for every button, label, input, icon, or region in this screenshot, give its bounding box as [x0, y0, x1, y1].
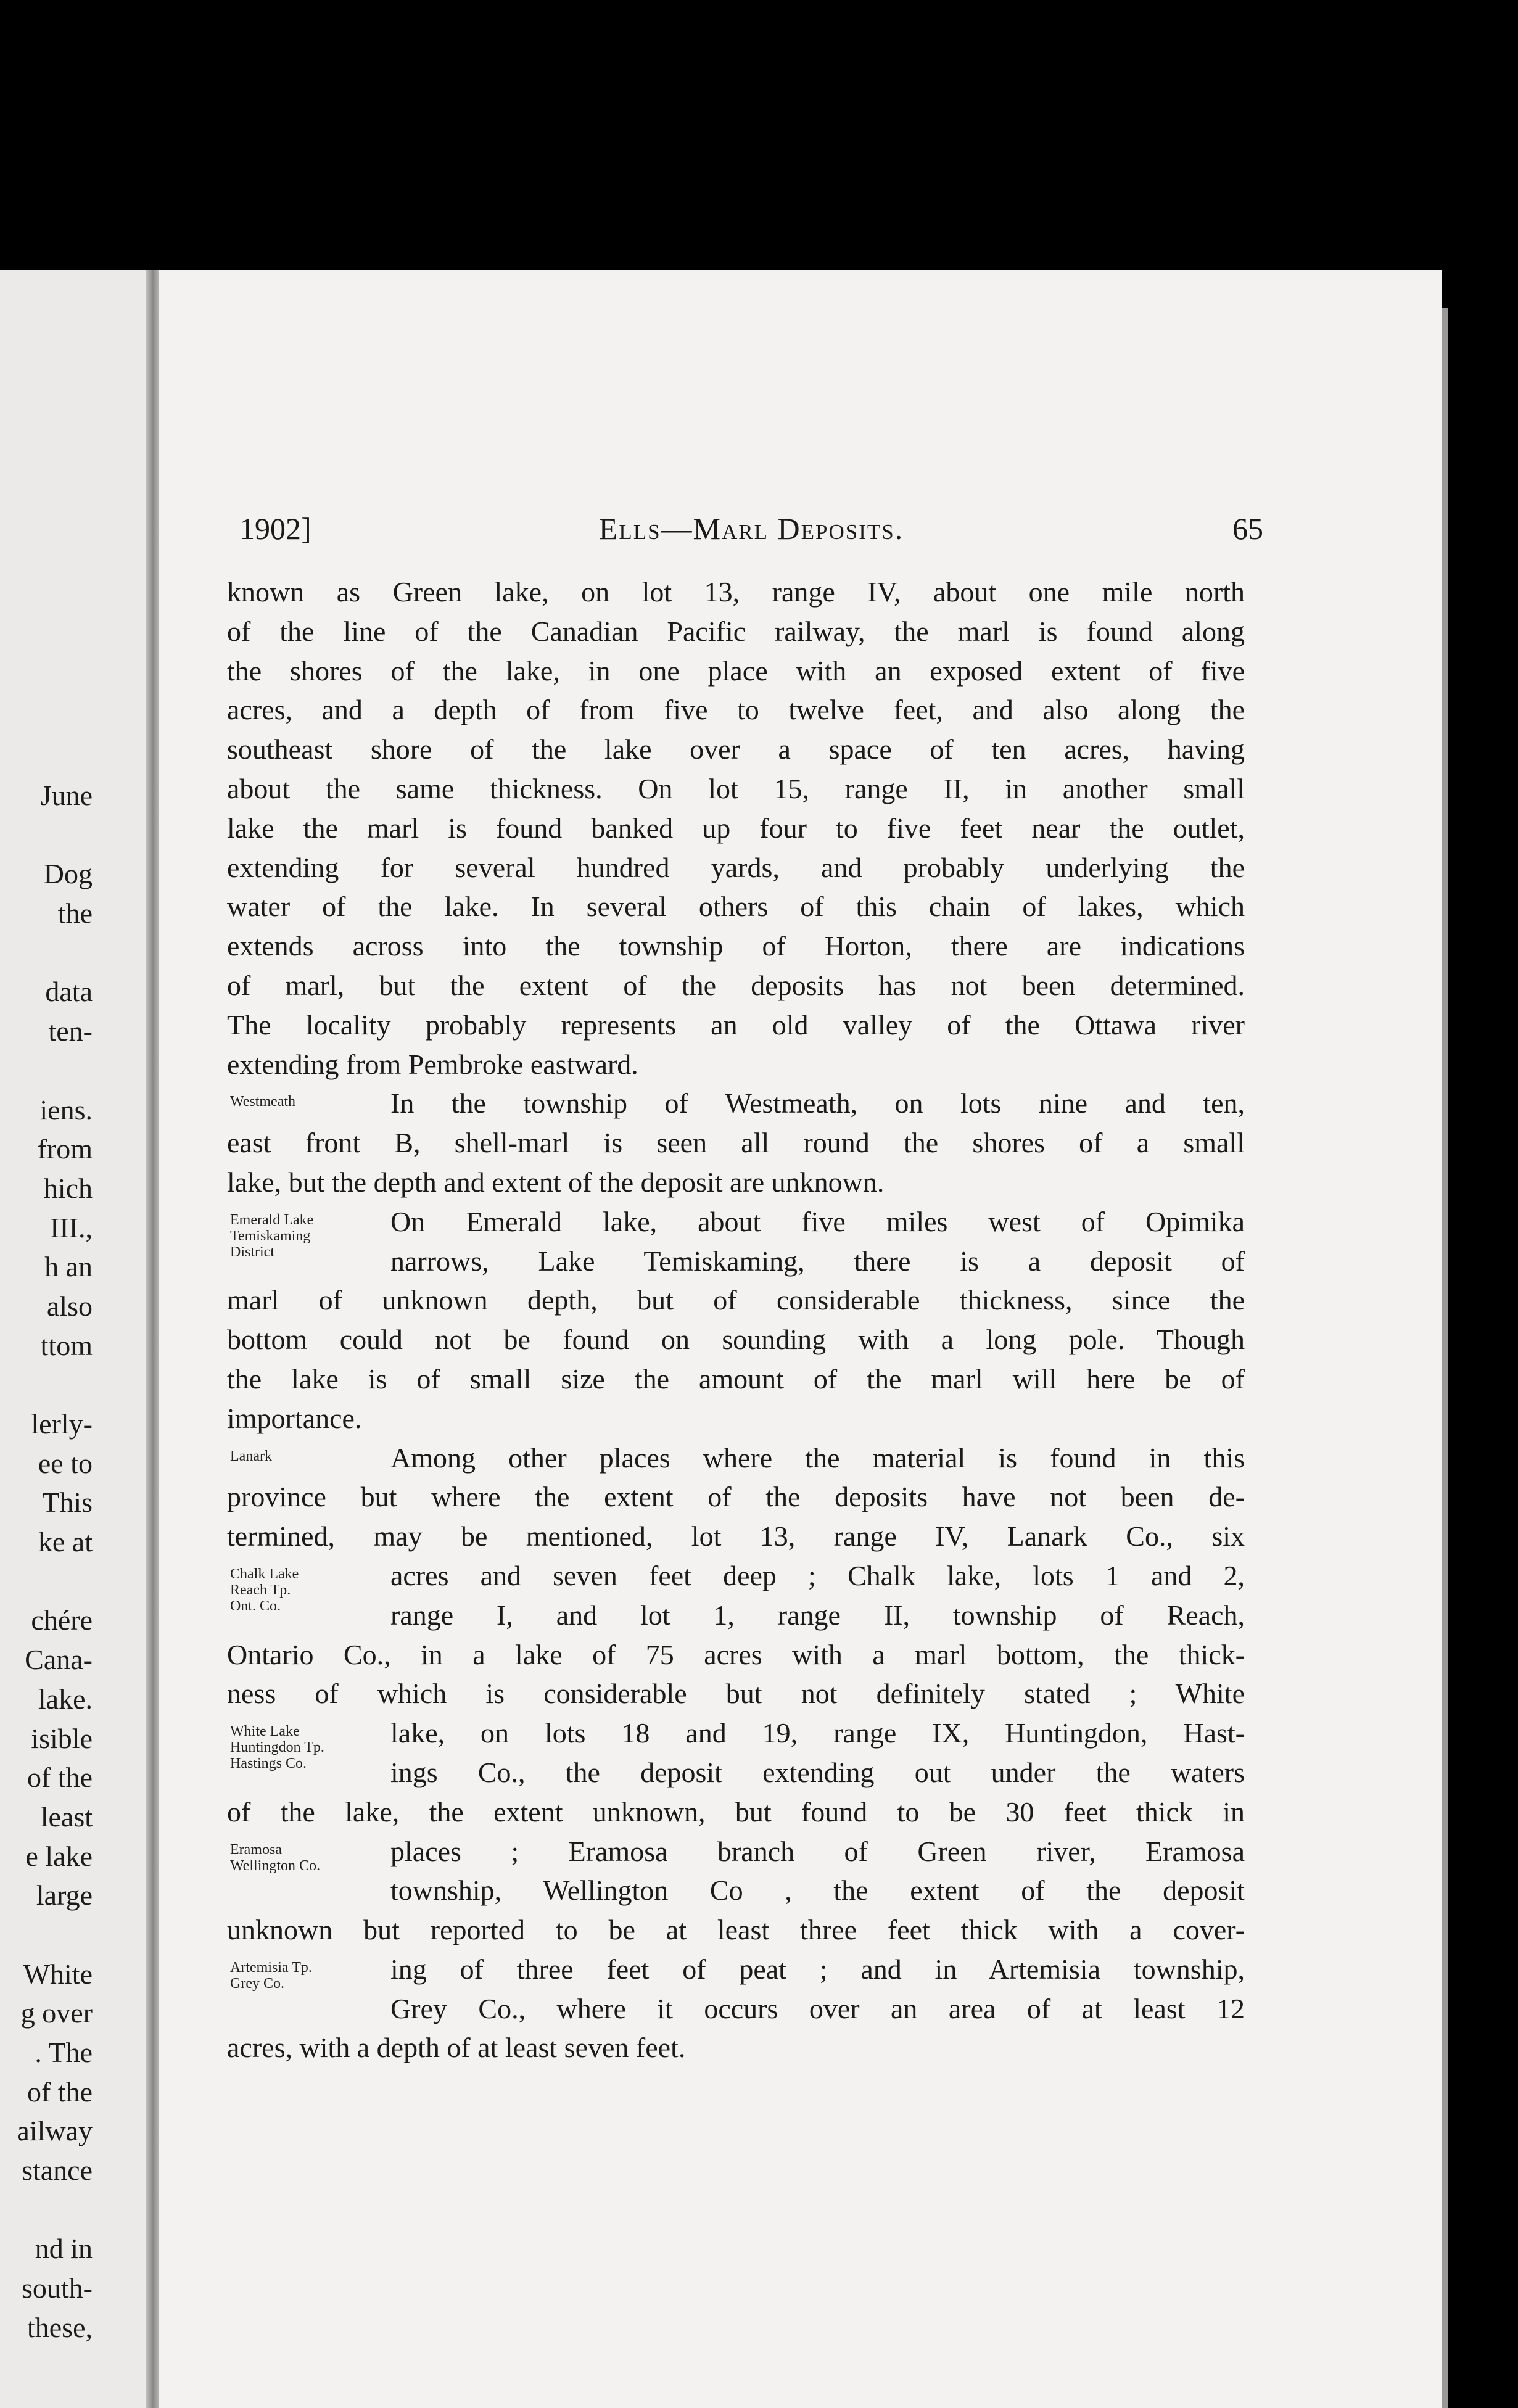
previous-page-fragment: ten- — [48, 1015, 93, 1047]
previous-page-fragment: III., — [50, 1211, 93, 1243]
margin-note-emerald-lake: Emerald Lake Temiskaming District — [230, 1211, 314, 1260]
previous-page-fragment: data — [45, 976, 93, 1008]
previous-page-fragment — [0, 1365, 93, 1404]
previous-page-fragment — [0, 933, 93, 973]
text-line: extending from Pembroke eastward. — [227, 1048, 638, 1080]
text-line: places ; Eramosa branch of Green river, Eramosa — [390, 1835, 1245, 1867]
text-line: of marl, but the extent of the deposits has not been determined. — [227, 969, 1245, 1001]
header-year: 1902] — [239, 511, 311, 546]
previous-page-fragment: these, — [27, 2311, 93, 2343]
previous-page-fragment: ee to — [38, 1447, 93, 1479]
previous-page-fragment: south- — [22, 2272, 93, 2304]
previous-page-fragment — [0, 1051, 93, 1091]
text-line: ing of three feet of peat ; and in Artemisia township, — [390, 1953, 1245, 1985]
previous-page-fragment: iens. — [39, 1094, 93, 1126]
body-text — [227, 572, 1245, 2068]
text-line: bottom could not be found on sounding with a long pole. Though — [227, 1324, 1245, 1356]
previous-page-fragment: Dog — [43, 858, 93, 890]
previous-page-fragments — [0, 776, 93, 2348]
running-header — [239, 511, 1263, 554]
margin-note-eramosa: Eramosa Wellington Co. — [230, 1841, 321, 1874]
previous-page-fragment — [0, 1915, 93, 1955]
text-line: water of the lake. In several others of this chain of lakes, which — [227, 891, 1245, 923]
text-line: extends across into the township of Horton, there are indications — [227, 930, 1245, 962]
text-line: of the lake, the extent unknown, but found to be 30 feet thick in — [227, 1796, 1245, 1828]
text-line: termined, may be mentioned, lot 13, range IV, Lanark Co., six — [227, 1520, 1245, 1552]
margin-note-lanark: Lanark — [230, 1448, 272, 1464]
text-line: On Emerald lake, about five miles west of Opimika — [390, 1205, 1245, 1237]
previous-page-fragment: lake. — [38, 1683, 93, 1715]
text-line: marl of unknown depth, but of considerable thickness, since the — [227, 1284, 1245, 1316]
text-line: acres, and a depth of from five to twelve feet, and also along the — [227, 694, 1245, 726]
text-line: of the line of the Canadian Pacific railway, the marl is found along — [227, 615, 1245, 647]
text-line: acres and seven feet deep ; Chalk lake, lots 1 and 2, — [390, 1559, 1245, 1591]
previous-page-fragment: chére — [31, 1604, 93, 1636]
text-line: range I, and lot 1, range II, township of Reach, — [390, 1599, 1245, 1631]
page-number: 65 — [1232, 511, 1263, 546]
previous-page-fragment: g over — [20, 1997, 93, 2029]
previous-page-fragment: ailway — [17, 2115, 93, 2147]
header-title: Ells—Marl Deposits. — [598, 511, 904, 546]
text-line: unknown but reported to be at least three feet thick with a cover- — [227, 1914, 1245, 1946]
previous-page-fragment: hich — [43, 1172, 93, 1204]
text-line: township, Wellington Co , the extent of the deposit — [390, 1874, 1245, 1907]
text-line: acres, with a depth of at least seven feet. — [227, 2032, 686, 2064]
text-line: southeast shore of the lake over a space of ten acres, having — [227, 733, 1245, 765]
previous-page-fragment: June — [40, 780, 93, 811]
margin-note-westmeath: Westmeath — [230, 1094, 296, 1110]
text-line: The locality probably represents an old valley of the Ottawa river — [227, 1008, 1245, 1041]
previous-page-fragment: ttom — [40, 1329, 93, 1361]
text-line: lake the marl is found banked up four to five feet near the outlet, — [227, 812, 1245, 844]
text-line: ings Co., the deposit extending out under the waters — [390, 1756, 1245, 1788]
margin-note-white-lake: White Lake Huntingdon Tp. Hastings Co. — [230, 1723, 324, 1772]
previous-page-fragment: nd in — [35, 2233, 93, 2265]
previous-page-fragment: ke at — [38, 1526, 93, 1558]
previous-page-fragment: This — [42, 1486, 93, 1519]
previous-page-fragment — [0, 1562, 93, 1601]
text-line: the shores of the lake, in one place with an exposed extent of five — [227, 654, 1245, 687]
page-edge — [1442, 308, 1448, 2408]
previous-page-fragment: Cana- — [25, 1644, 93, 1676]
text-line: ness of which is considerable but not definitely stated ; White — [227, 1678, 1245, 1710]
previous-page-fragment: from — [37, 1133, 93, 1165]
text-line: In the township of Westmeath, on lots nine and ten, — [390, 1087, 1245, 1119]
text-line: Among other places where the material is found in this — [390, 1441, 1245, 1474]
text-line: province but where the extent of the deposits have not been de- — [227, 1481, 1245, 1513]
margin-note-chalk-lake: Chalk Lake Reach Tp. Ont. Co. — [230, 1566, 299, 1614]
margin-note-artemisia: Artemisia Tp. Grey Co. — [230, 1960, 312, 1992]
previous-page-fragment: e lake — [25, 1840, 93, 1872]
previous-page-fragment: least — [40, 1800, 93, 1833]
book-gutter — [146, 270, 160, 2408]
previous-page-strip — [0, 270, 153, 2408]
text-line: about the same thickness. On lot 15, range II, in another small — [227, 772, 1245, 804]
text-line: importance. — [227, 1402, 362, 1434]
previous-page-fragment: of the — [27, 1762, 93, 1794]
previous-page-fragment: h an — [44, 1251, 93, 1283]
previous-page-fragment — [0, 815, 93, 855]
page — [159, 270, 1442, 2408]
text-line: narrows, Lake Temiskaming, there is a deposit of — [390, 1245, 1245, 1277]
text-line: known as Green lake, on lot 13, range IV, about one mile north — [227, 576, 1245, 608]
text-line: extending for several hundred yards, and probably underlying the — [227, 851, 1245, 883]
previous-page-fragment: also — [46, 1290, 93, 1322]
text-line: lake, but the depth and extent of the deposit are unknown. — [227, 1166, 885, 1198]
previous-page-fragment: stance — [22, 2154, 93, 2187]
previous-page-fragment: lerly- — [31, 1408, 93, 1440]
text-line: Ontario Co., in a lake of 75 acres with a marl bottom, the thick- — [227, 1638, 1245, 1670]
previous-page-fragment: of the — [27, 2076, 93, 2108]
text-line: east front B, shell-marl is seen all round the shores of a small — [227, 1127, 1245, 1159]
previous-page-fragment: White — [23, 1958, 93, 1990]
previous-page-fragment: . The — [35, 2037, 93, 2068]
previous-page-fragment: the — [57, 897, 93, 930]
previous-page-fragment: isible — [31, 1722, 93, 1754]
previous-page-fragment — [0, 2190, 93, 2230]
text-line: lake, on lots 18 and 19, range IX, Huntingdon, Hast- — [390, 1717, 1245, 1749]
previous-page-fragment: large — [36, 1879, 93, 1911]
text-line: the lake is of small size the amount of the marl will here be of — [227, 1363, 1245, 1395]
text-line: Grey Co., where it occurs over an area of at least 12 — [390, 1992, 1245, 2024]
